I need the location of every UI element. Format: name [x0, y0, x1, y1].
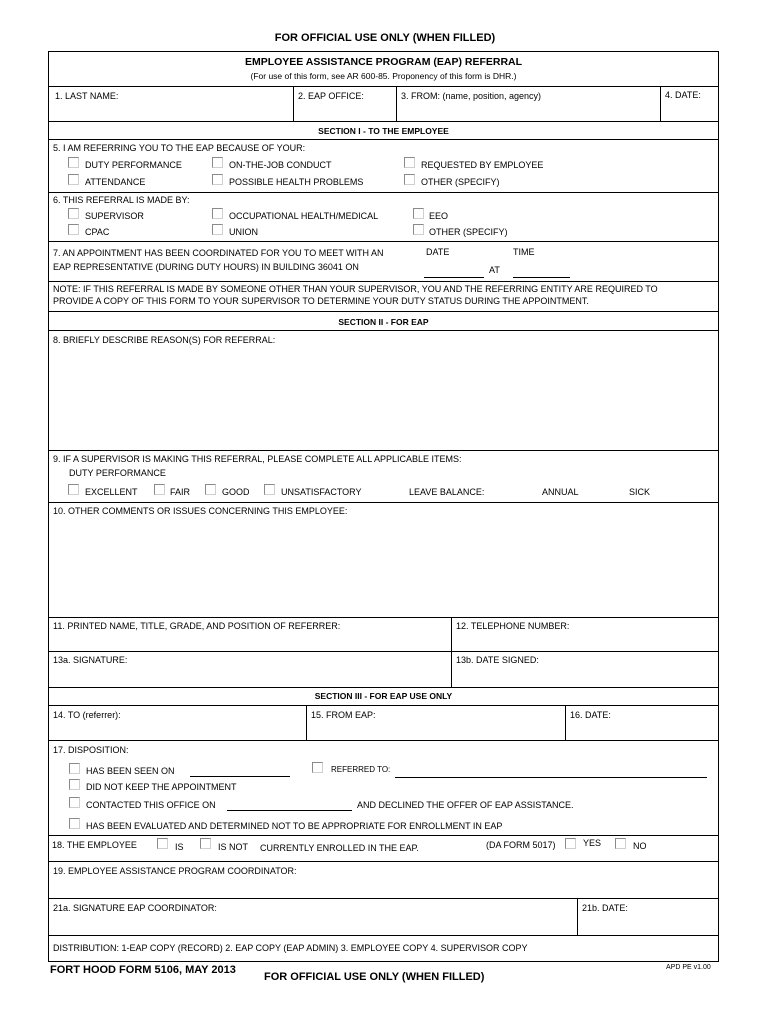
good-checkbox[interactable] [205, 484, 216, 495]
supervisor-label: SUPERVISOR [85, 211, 144, 221]
did-not-keep-checkbox[interactable] [69, 779, 80, 790]
evaluated-checkbox[interactable] [69, 818, 80, 829]
appointment-date-field[interactable] [424, 277, 484, 278]
supervisor-checkbox[interactable] [68, 208, 79, 219]
other-specify-reason-checkbox[interactable] [404, 174, 415, 185]
item-13a-label: 13a. SIGNATURE: [53, 655, 128, 665]
health-problems-label: POSSIBLE HEALTH PROBLEMS [229, 177, 364, 187]
coordinator-date-field[interactable] [578, 899, 719, 935]
eap-office-field[interactable] [294, 86, 396, 121]
excellent-checkbox[interactable] [68, 484, 79, 495]
referrer-name-field[interactable] [48, 617, 451, 651]
referred-to-label: REFERRED TO: [331, 765, 391, 774]
appointment-time-field[interactable] [513, 277, 570, 278]
date-signed-field[interactable] [452, 652, 719, 687]
on-the-job-conduct-label: ON-THE-JOB CONDUCT [229, 160, 332, 170]
last-name-label: 1. LAST NAME: [55, 91, 119, 101]
section-2-title: SECTION II - FOR EAP [338, 317, 429, 327]
form-number: FORT HOOD FORM 5106, MAY 2013 [50, 964, 236, 976]
contacted-date-field[interactable] [227, 810, 352, 811]
declined-label: AND DECLINED THE OFFER OF EAP ASSISTANCE. [357, 800, 574, 810]
form-subtitle: (For use of this form, see AR 600-85. Proponency of this form is DHR.) [250, 71, 517, 81]
occupational-health-checkbox[interactable] [212, 208, 223, 219]
item-12-label: 12. TELEPHONE NUMBER: [456, 621, 570, 631]
note-line2: PROVIDE A COPY OF THIS FORM TO YOUR SUPERVISOR TO DETERMINE YOUR DUTY STATUS DURING THE APPOINTMENT. [53, 296, 589, 306]
from-field[interactable] [397, 86, 660, 121]
health-problems-checkbox[interactable] [212, 174, 223, 185]
is-enrolled-checkbox[interactable] [157, 838, 168, 849]
note-line1: NOTE: IF THIS REFERRAL IS MADE BY SOMEONE OTHER THAN YOUR SUPERVISOR, YOU AND THE REFERRING ENTITY ARE REQUIRED TO [53, 284, 658, 294]
da-form-yes-checkbox[interactable] [565, 838, 576, 849]
da-form-no-checkbox[interactable] [615, 838, 626, 849]
seen-on-checkbox[interactable] [69, 763, 80, 774]
is-not-label: IS NOT [218, 842, 249, 852]
excellent-label: EXCELLENT [85, 487, 138, 497]
other-comments-field[interactable] [48, 518, 719, 616]
attendance-checkbox[interactable] [68, 174, 79, 185]
eap-office-label: 2. EAP OFFICE: [298, 91, 364, 101]
item-17-label: 17. DISPOSITION: [53, 745, 129, 755]
item-13b-label: 13b. DATE SIGNED: [456, 655, 539, 665]
eeo-label: EEO [429, 211, 449, 221]
attendance-label: ATTENDANCE [85, 177, 146, 187]
distribution-label: DISTRIBUTION: 1-EAP COPY (RECORD) 2. EAP COPY (EAP ADMIN) 3. EMPLOYEE COPY 4. SUPERVISOR COPY [53, 943, 528, 953]
duty-performance-heading: DUTY PERFORMANCE [69, 468, 166, 478]
item-7-line2: EAP REPRESENTATIVE (DURING DUTY HOURS) IN BUILDING 36041 ON [53, 262, 359, 272]
item-8-label: 8. BRIEFLY DESCRIBE REASON(S) FOR REFERRAL: [53, 335, 276, 345]
item-19-label: 19. EMPLOYEE ASSISTANCE PROGRAM COORDINATOR: [53, 866, 297, 876]
item-16-label: 16. DATE: [570, 710, 611, 720]
on-the-job-conduct-checkbox[interactable] [212, 157, 223, 168]
coordinator-signature-field[interactable] [48, 899, 577, 935]
seen-on-label: HAS BEEN SEEN ON [86, 766, 175, 776]
referred-to-checkbox[interactable] [312, 762, 323, 773]
item-14-label: 14. TO (referrer): [53, 710, 121, 720]
appointment-at-label: AT [489, 265, 500, 275]
version-label: APD PE v1.00 [666, 964, 711, 971]
good-label: GOOD [222, 487, 250, 497]
sick-leave-label: SICK [629, 487, 651, 497]
telephone-field[interactable] [452, 617, 719, 651]
cpac-checkbox[interactable] [68, 224, 79, 235]
referral-reason-field[interactable] [48, 347, 719, 449]
item-5-label: 5. I AM REFERRING YOU TO THE EAP BECAUSE OF YOUR: [53, 143, 306, 153]
evaluated-label: HAS BEEN EVALUATED AND DETERMINED NOT TO BE APPROPRIATE FOR ENROLLMENT IN EAP [86, 821, 503, 831]
from-label: 3. FROM: (name, position, agency) [401, 91, 542, 101]
requested-by-employee-checkbox[interactable] [404, 157, 415, 168]
duty-performance-label: DUTY PERFORMANCE [85, 160, 182, 170]
date-field[interactable] [661, 86, 719, 121]
item-11-label: 11. PRINTED NAME, TITLE, GRADE, AND POSITION OF REFERRER: [53, 621, 341, 631]
requested-by-employee-label: REQUESTED BY EMPLOYEE [421, 160, 544, 170]
is-not-enrolled-checkbox[interactable] [200, 838, 211, 849]
section-3-title: SECTION III - FOR EAP USE ONLY [314, 691, 453, 701]
appointment-time-label: TIME [513, 247, 535, 257]
annual-leave-label: ANNUAL [542, 487, 579, 497]
occupational-health-label: OCCUPATIONAL HEALTH/MEDICAL [229, 211, 379, 221]
seen-on-date-field[interactable] [190, 776, 290, 777]
unsatisfactory-checkbox[interactable] [264, 484, 275, 495]
item-10-label: 10. OTHER COMMENTS OR ISSUES CONCERNING THIS EMPLOYEE: [53, 506, 348, 516]
item-18-label: 18. THE EMPLOYEE [52, 840, 137, 850]
official-use-header: FOR OFFICIAL USE ONLY (WHEN FILLED) [274, 32, 496, 44]
duty-performance-checkbox[interactable] [68, 157, 79, 168]
contacted-office-checkbox[interactable] [69, 797, 80, 808]
date-label: 4. DATE: [665, 90, 701, 100]
item-6-label: 6. THIS REFERRAL IS MADE BY: [53, 195, 190, 205]
eap-date-field[interactable] [566, 705, 719, 740]
last-name-field[interactable] [48, 86, 293, 121]
other-specify-by-checkbox[interactable] [413, 224, 424, 235]
did-not-keep-label: DID NOT KEEP THE APPOINTMENT [86, 782, 237, 792]
from-eap-field[interactable] [307, 705, 565, 740]
other-specify-by-label: OTHER (SPECIFY) [429, 227, 508, 237]
item-9-label: 9. IF A SUPERVISOR IS MAKING THIS REFERRAL, PLEASE COMPLETE ALL APPLICABLE ITEMS: [53, 454, 462, 464]
signature-field[interactable] [48, 652, 451, 687]
contacted-office-label: CONTACTED THIS OFFICE ON [86, 800, 216, 810]
to-referrer-field[interactable] [48, 705, 306, 740]
eap-coordinator-field[interactable] [48, 862, 719, 898]
item-21b-label: 21b. DATE: [582, 903, 628, 913]
item-7-line1: 7. AN APPOINTMENT HAS BEEN COORDINATED FOR YOU TO MEET WITH AN [53, 248, 384, 258]
item-15-label: 15. FROM EAP: [311, 710, 376, 720]
union-label: UNION [229, 227, 258, 237]
item-21a-label: 21a. SIGNATURE EAP COORDINATOR: [53, 903, 217, 913]
enrolled-label: CURRENTLY ENROLLED IN THE EAP. [260, 843, 419, 853]
section-1-title: SECTION I - TO THE EMPLOYEE [318, 126, 449, 136]
referred-to-field[interactable] [395, 777, 707, 778]
eeo-checkbox[interactable] [413, 208, 424, 219]
form-title: EMPLOYEE ASSISTANCE PROGRAM (EAP) REFERRAL [244, 56, 523, 68]
other-specify-reason-label: OTHER (SPECIFY) [421, 177, 500, 187]
fair-checkbox[interactable] [154, 484, 165, 495]
is-label: IS [175, 842, 184, 852]
union-checkbox[interactable] [212, 224, 223, 235]
unsatisfactory-label: UNSATISFACTORY [281, 487, 362, 497]
official-use-footer: FOR OFFICIAL USE ONLY (WHEN FILLED) [264, 971, 485, 983]
no-label: NO [633, 841, 647, 851]
cpac-label: CPAC [85, 227, 110, 237]
da-form-label: (DA FORM 5017) [486, 840, 556, 850]
fair-label: FAIR [170, 487, 191, 497]
leave-balance-label: LEAVE BALANCE: [409, 487, 485, 497]
appointment-date-label: DATE [426, 247, 450, 257]
yes-label: YES [583, 838, 602, 848]
